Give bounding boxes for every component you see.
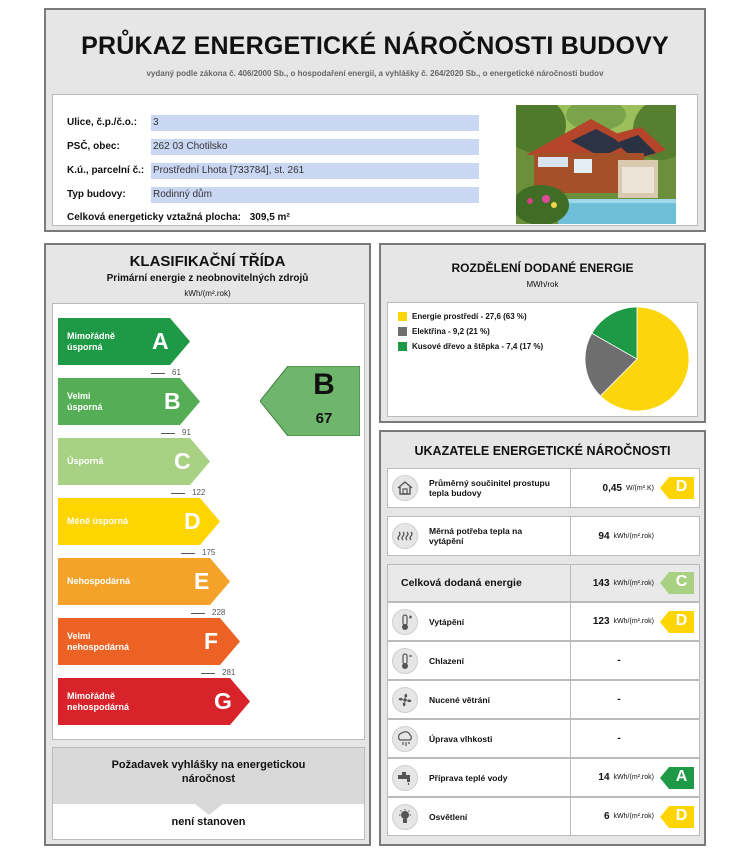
class-letter-a: A [152,328,169,354]
indicator-label-total-energy: Celková dodaná energie [401,577,522,589]
area-label: Celková energeticky vztažná plocha: [67,212,241,223]
street-row [67,117,137,128]
class-arrow-e [58,558,230,605]
indicator-row-lighting [387,797,700,836]
indicator-label-lighting: Osvětlení [429,811,468,822]
tick-line-91 [161,433,175,434]
badge-lighting [660,806,694,828]
indicator-row-hot-water [387,758,700,797]
indicator-unit-u-value: W/(m².K) [626,484,654,492]
indicator-value-hot-water [570,759,656,796]
classification-title: KLASIFIKAČNÍ TŘÍDA [129,253,286,270]
indicator-label-humidity: Úprava vlhkosti [429,733,493,744]
indicator-value-humidity: - [617,733,621,744]
type-row [67,189,126,200]
thermometer-hot-icon [392,609,418,635]
legend-swatch-environment [398,312,407,321]
requirement-value: není stanoven [171,816,246,828]
class-label-d: Méně úsporná [67,516,129,526]
class-letter-d: D [184,508,201,534]
psc-row [67,141,120,152]
indicator-row-u-value [387,468,700,508]
badge-total-energy [660,572,694,594]
tick-line-61 [151,373,165,374]
ku-value: Prostřední Lhota [733784], st. 261 [151,163,479,179]
class-letter-f: F [204,628,219,654]
indicator-label-heat-demand: Měrná potřeba tepla na vytápění [429,526,523,546]
current-class-value: 67 [315,410,333,427]
indicator-unit-heat-demand: kWh/(m².rok) [613,532,654,540]
ku-label: K.ú., parcelní č.: [67,165,145,176]
faucet-icon [392,765,418,791]
pie-chart [582,304,692,414]
requirement-title: Požadavek vyhlášky na energetickou náročnost [111,759,306,785]
indicator-label-heating: Vytápění [429,616,465,627]
indicator-value-total-energy [570,565,656,601]
current-class-letter: B [313,368,335,401]
type-label: Typ budovy: [67,189,126,200]
indicator-unit-heating: kWh/(m².rok) [613,618,654,625]
indicator-row-humidity [387,719,700,758]
legend-item-environment [398,312,527,321]
badge-heating [660,611,694,633]
legend-swatch-wood [398,342,407,351]
indicator-number-u-value: 0,45 [602,482,622,494]
badge-hot-water-letter: A [675,767,688,785]
current-class-indicator [260,366,360,436]
tick-line-122 [171,493,185,494]
indicator-label-u-value: Průměrný součinitel prostupu tepla budovy [429,478,550,498]
indicator-value-lighting [570,798,656,835]
indicator-number-hot-water: 14 [598,772,610,783]
legend-label-wood: Kusové dřevo a štěpka - 7,4 (17 %) [412,342,544,351]
class-arrow-g [58,678,250,725]
badge-hot-water [660,767,694,789]
psc-value: 262 03 Chotilsko [151,139,479,155]
type-value: Rodinný dům [151,187,479,203]
psc-label: PSČ, obec: [67,141,120,152]
class-letter-b: B [164,388,181,414]
indicator-number-heating: 123 [592,616,610,627]
requirement-box [52,747,365,840]
tick-175: 175 [202,548,216,557]
class-arrow-c [58,438,210,485]
indicator-unit-lighting: kWh/(m².rok) [613,813,654,820]
legend-item-electricity [398,327,490,336]
indicator-label-cooling: Chlazení [429,655,464,666]
indicator-label-ventilation: Nucené větrání [429,694,490,705]
class-letter-g: G [214,688,232,714]
class-scale [52,303,365,740]
indicator-row-cooling [387,641,700,680]
classification-panel [44,243,371,846]
indicator-number-total-energy: 143 [592,577,610,589]
indicator-number-heat-demand: 94 [598,530,610,542]
header-panel [44,8,706,232]
indicator-row-total-energy [387,564,700,602]
indicator-unit-total-energy: kWh/(m².rok) [613,579,654,587]
class-arrow-d [58,498,220,545]
legend-label-electricity: Elektřina - 9,2 (21 %) [412,327,490,336]
class-label-g: Mimořádně nehospodárná [67,690,130,712]
page-subtitle: vydaný podle zákona č. 406/2000 Sb., o hospodaření energií, a vyhlášky č. 264/2020 Sb., o energetické náročnosti budov [146,69,604,78]
badge-u-value-letter: D [675,478,688,495]
tick-line-175 [181,553,195,554]
tick-281: 281 [222,668,236,677]
class-letter-e: E [194,568,210,594]
classification-unit: kWh/(m².rok) [184,289,231,298]
class-label-a: Mimořádně úsporná [67,330,116,352]
class-label-c: Úsporná [67,456,104,466]
page-title: PRŮKAZ ENERGETICKÉ NÁROČNOSTI BUDOVY [81,32,669,60]
indicators-panel [379,430,706,846]
tick-228: 228 [212,608,226,617]
radiator-icon [392,523,418,549]
requirement-pointer [194,803,224,815]
class-letter-c: C [174,448,191,474]
classification-subtitle: Primární energie z neobnovitelných zdrojů [106,273,309,284]
distribution-chart-box [387,302,698,417]
indicator-number-lighting: 6 [603,811,610,822]
badge-lighting-letter: D [675,806,688,824]
street-label: Ulice, č.p./č.o.: [67,117,138,128]
humidity-icon [392,726,418,752]
tick-line-281 [201,673,215,674]
class-arrow-a [58,318,190,365]
building-photo [516,105,676,224]
indicator-value-u-value [570,469,656,507]
indicator-row-ventilation [387,680,700,719]
class-label-f: Velmi nehospodárná [67,630,130,652]
class-arrow-b [58,378,200,425]
area-value: 309,5 m² [249,212,290,223]
indicators-title: UKAZATELE ENERGETICKÉ NÁROČNOSTI [414,444,671,458]
thermometer-cold-icon [392,648,418,674]
area-row [67,212,290,223]
building-info-box [52,94,698,226]
tick-122: 122 [192,488,206,497]
indicator-row-heat-demand [387,516,700,556]
ku-row [67,165,144,176]
legend-item-wood [398,342,543,351]
badge-total-energy-letter: C [675,573,688,590]
house-icon [392,475,418,501]
class-label-e: Nehospodárná [67,576,131,586]
tick-61: 61 [172,368,181,377]
class-label-b: Velmi úsporná [67,390,103,412]
house-photo-illustration [516,105,676,224]
indicator-unit-hot-water: kWh/(m².rok) [613,774,654,781]
fan-icon [392,687,418,713]
indicator-value-heating [570,603,656,640]
distribution-title: ROZDĚLENÍ DODANÉ ENERGIE [451,261,634,275]
tick-line-228 [191,613,205,614]
distribution-unit: MWh/rok [526,280,559,289]
legend-label-environment: Energie prostředí - 27,6 (63 %) [412,312,527,321]
street-value: 3 [151,115,479,131]
indicator-value-heat-demand [570,517,656,555]
tick-91: 91 [182,428,191,437]
badge-u-value [660,477,694,499]
indicator-label-hot-water: Příprava teplé vody [429,772,508,783]
lightbulb-icon [392,804,418,830]
distribution-panel [379,243,706,423]
indicator-value-ventilation: - [617,694,621,705]
indicator-value-cooling: - [617,655,621,666]
badge-heating-letter: D [675,611,688,629]
class-arrow-f [58,618,240,665]
indicator-row-heating [387,602,700,641]
legend-swatch-electricity [398,327,407,336]
